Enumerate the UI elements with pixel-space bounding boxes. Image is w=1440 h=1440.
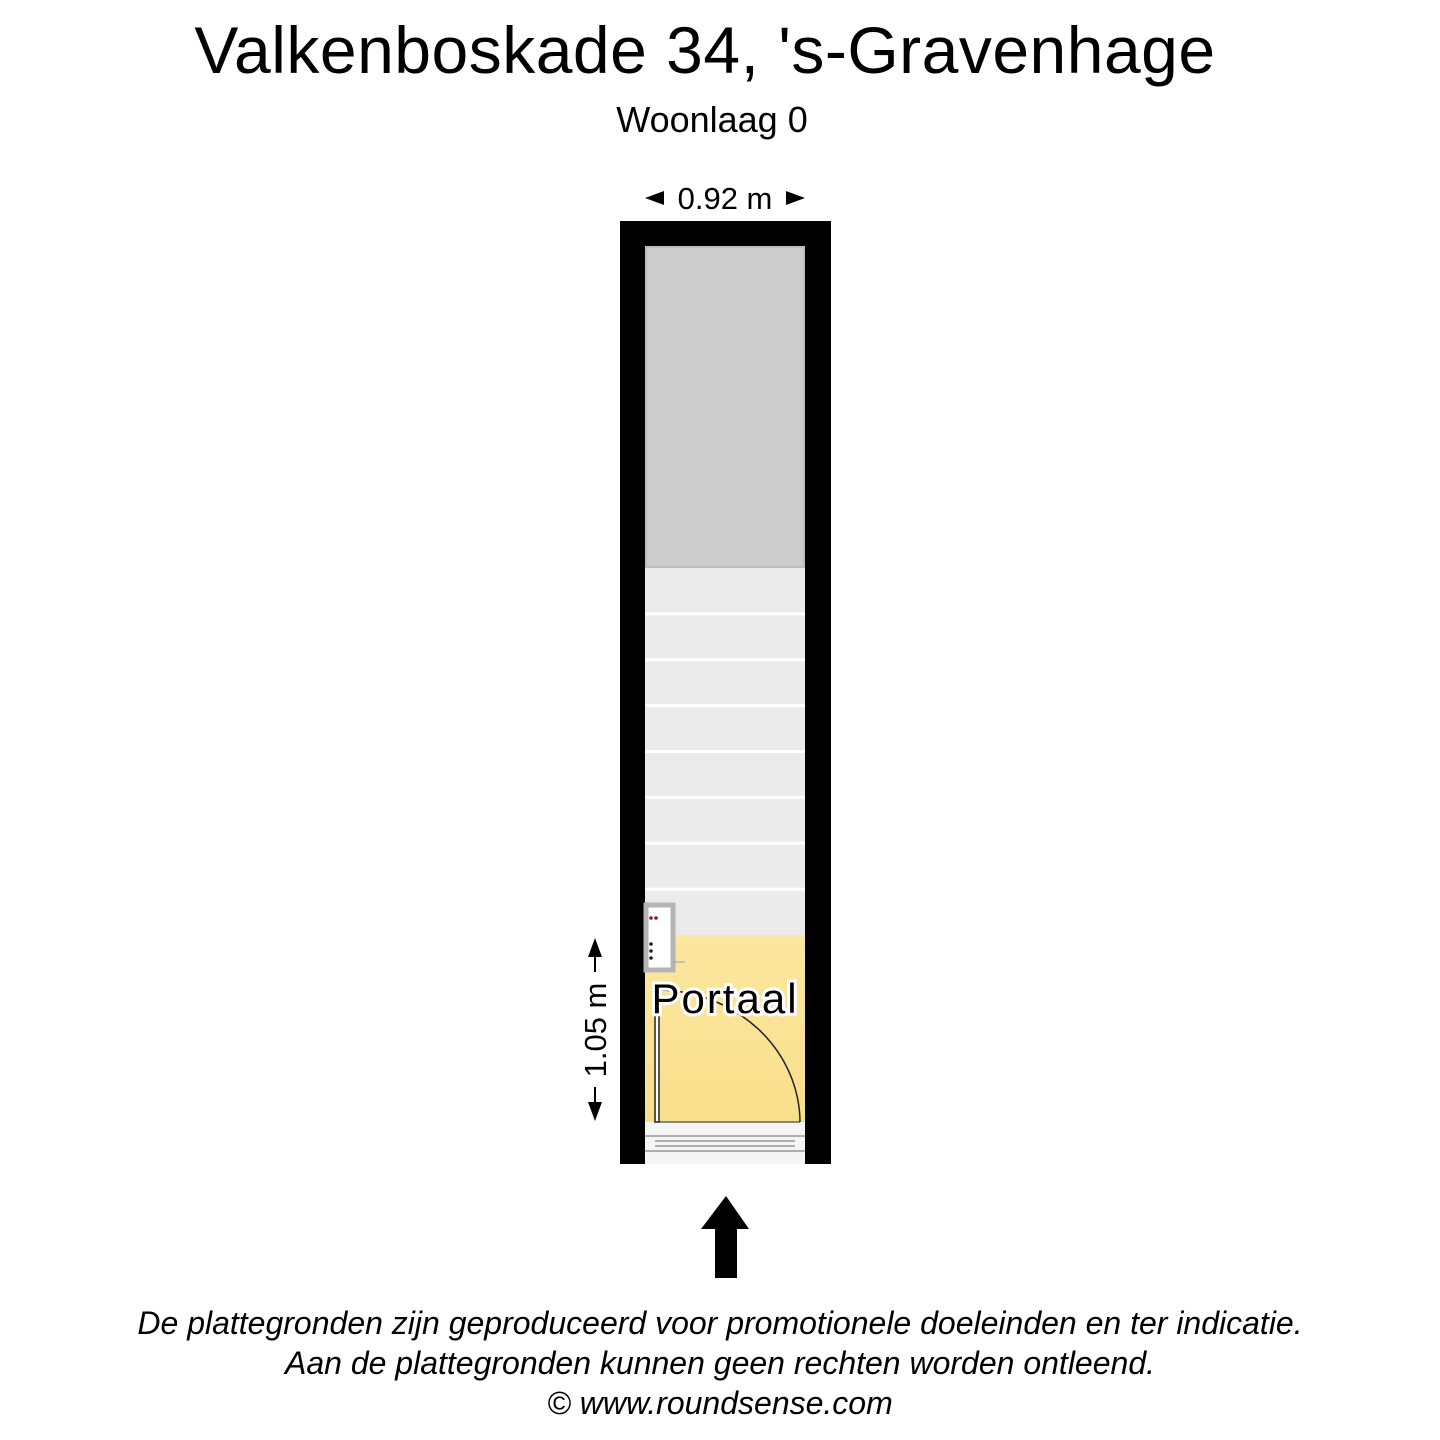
stair-tread (645, 797, 805, 843)
depth-dimension (578, 938, 613, 1121)
width-dimension-label: 0.92 m (677, 181, 773, 216)
staircase (645, 568, 805, 935)
stair-tread (645, 568, 805, 614)
stair-tread (645, 843, 805, 889)
stair-tread (645, 706, 805, 752)
stair-tread (645, 614, 805, 660)
entrance-arrow-icon (701, 1196, 749, 1278)
door-threshold (645, 1122, 805, 1164)
wall-top (620, 221, 831, 246)
stair-tread (645, 660, 805, 706)
stair-tread (645, 752, 805, 798)
disclaimer (0, 1303, 1440, 1423)
depth-dimension-label: 1.05 m (578, 982, 613, 1078)
floor-level-label: Woonlaag 0 (616, 99, 808, 140)
copyright-link[interactable]: © www.roundsense.com (547, 1385, 893, 1421)
room-label-portaal: Portaal (651, 975, 799, 1022)
wall-right (805, 221, 831, 1164)
width-dimension (645, 181, 805, 216)
disclaimer-line-1: De plattegronden zijn geproduceerd voor promotionele doeleinden en ter indicatie. (137, 1305, 1303, 1341)
plan-title: Valkenboskade 34, 's-Gravenhage (194, 13, 1216, 87)
wall-left (620, 221, 645, 1164)
disclaimer-line-2: Aan de plattegronden kunnen geen rechten worden ontleend. (284, 1345, 1155, 1381)
stair-void (645, 246, 805, 568)
